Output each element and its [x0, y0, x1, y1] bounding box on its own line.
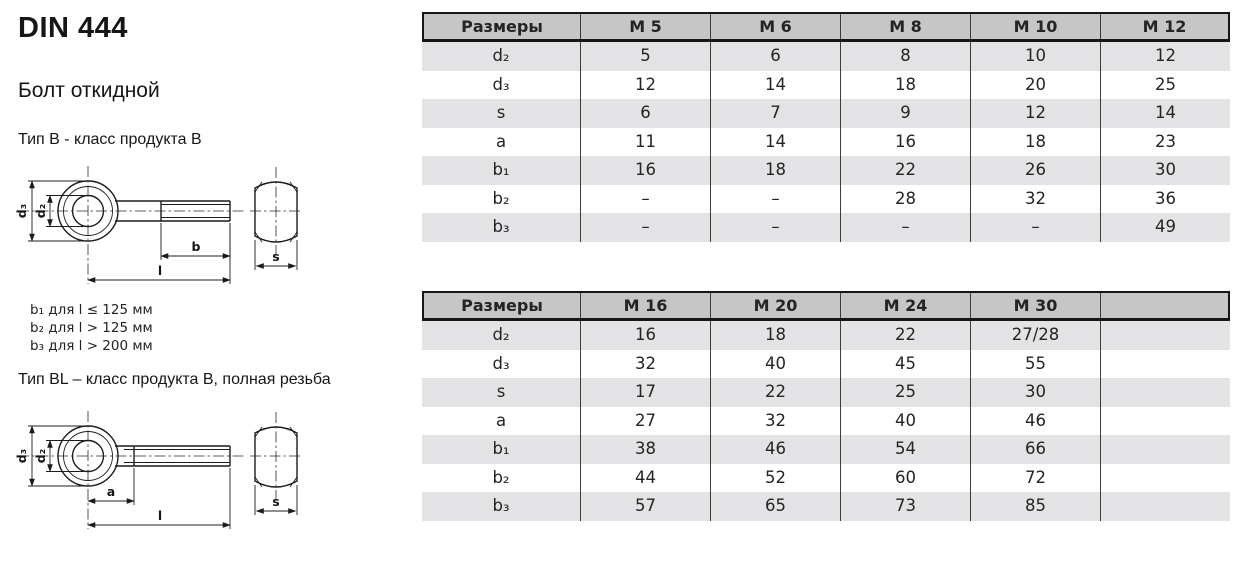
table-cell: 38 — [580, 435, 710, 464]
type-b-technical-drawing — [4, 154, 326, 296]
table-row — [422, 321, 1230, 350]
table-cell: 6 — [710, 42, 840, 71]
type-b-heading: Тип B - класс продукта B — [18, 131, 202, 148]
table-cell — [1100, 492, 1230, 521]
table-cell: 60 — [840, 464, 970, 493]
table-cell: 72 — [970, 464, 1100, 493]
table-row — [422, 99, 1230, 128]
table-cell — [1100, 407, 1230, 436]
row-label: b₃ — [492, 496, 510, 515]
page-subtitle: Болт откидной — [18, 79, 160, 102]
table-header-cell: M 16 — [580, 293, 710, 318]
table-row — [422, 185, 1230, 214]
dim-label-b: b — [191, 239, 201, 254]
note-b3: b₃ для l > 200 мм — [30, 338, 153, 354]
table-header-cell: M 24 — [840, 293, 970, 318]
table-cell: 49 — [1100, 213, 1230, 242]
table-cell: 45 — [840, 350, 970, 379]
table-row — [422, 435, 1230, 464]
table-cell: 54 — [840, 435, 970, 464]
table-row — [422, 42, 1230, 71]
table-cell: 18 — [840, 71, 970, 100]
table-cell: 32 — [580, 350, 710, 379]
row-label: a — [495, 410, 507, 430]
row-label: d₂ — [492, 325, 510, 344]
row-label: a — [495, 131, 507, 151]
table-cell: 7 — [710, 99, 840, 128]
table-cell: 18 — [710, 156, 840, 185]
table-header-cell: M 5 — [580, 14, 710, 39]
table-cell: 12 — [1100, 42, 1230, 71]
table-header-cell: M 6 — [710, 14, 840, 39]
row-label: b₁ — [492, 160, 510, 179]
dim-label-s: s — [272, 494, 280, 509]
table-cell: – — [580, 213, 710, 242]
page-title: DIN 444 — [18, 12, 128, 44]
table-cell: 30 — [1100, 156, 1230, 185]
dim-label-d2: d₂ — [33, 203, 48, 219]
table-cell: 16 — [580, 321, 710, 350]
table-cell: – — [710, 213, 840, 242]
table-row — [422, 464, 1230, 493]
dim-label-d3: d₃ — [14, 448, 29, 464]
row-label: d₃ — [492, 74, 510, 94]
table-header-row — [422, 12, 1230, 42]
dim-label-a: a — [106, 484, 116, 499]
table-cell: 9 — [840, 99, 970, 128]
table-row — [422, 128, 1230, 157]
table-header-cell: M 10 — [970, 14, 1100, 39]
table-cell: 14 — [1100, 99, 1230, 128]
table-row — [422, 156, 1230, 185]
row-label: d₃ — [492, 353, 510, 373]
table-cell: 40 — [710, 350, 840, 379]
table-cell — [1100, 350, 1230, 379]
table-cell: 8 — [840, 42, 970, 71]
row-label: b₁ — [492, 439, 510, 458]
table-cell: 18 — [970, 128, 1100, 157]
table-row — [422, 378, 1230, 407]
dim-label-l: l — [157, 508, 163, 523]
type-bl-heading: Тип BL – класс продукта B, полная резьба — [18, 371, 331, 388]
table-cell: 28 — [840, 185, 970, 214]
table-cell: 27/28 — [970, 321, 1100, 350]
dim-label-d2: d₂ — [33, 448, 48, 464]
table-cell: 32 — [970, 185, 1100, 214]
table-cell: 20 — [970, 71, 1100, 100]
table-cell: 65 — [710, 492, 840, 521]
dim-label-s: s — [272, 249, 280, 264]
row-label: s — [496, 103, 506, 122]
table-cell: – — [710, 185, 840, 214]
row-label: b₃ — [492, 217, 510, 236]
dim-label-l: l — [157, 263, 163, 278]
dimensions-table-m16-m30 — [422, 291, 1230, 521]
table-cell: 16 — [580, 156, 710, 185]
table-cell: 44 — [580, 464, 710, 493]
table-cell — [1100, 464, 1230, 493]
table-cell: 46 — [710, 435, 840, 464]
table-cell: 12 — [580, 71, 710, 100]
row-label: d₂ — [492, 46, 510, 65]
table-cell: 17 — [580, 378, 710, 407]
table-cell: 22 — [840, 321, 970, 350]
row-label: s — [496, 382, 506, 401]
note-b2: b₂ для l > 125 мм — [30, 320, 153, 336]
table-cell: 10 — [970, 42, 1100, 71]
table-cell: – — [580, 185, 710, 214]
table-cell: 32 — [710, 407, 840, 436]
table-cell: 46 — [970, 407, 1100, 436]
table-header-cell: Размеры — [461, 17, 543, 36]
table-cell: 40 — [840, 407, 970, 436]
table-row — [422, 213, 1230, 242]
table-cell: 73 — [840, 492, 970, 521]
table-cell: – — [840, 213, 970, 242]
table-cell: 5 — [580, 42, 710, 71]
table-cell: 52 — [710, 464, 840, 493]
table-cell: – — [970, 213, 1100, 242]
thread-length-notes — [30, 301, 153, 355]
table-row — [422, 492, 1230, 521]
table-cell: 26 — [970, 156, 1100, 185]
table-cell: 30 — [970, 378, 1100, 407]
table-cell: 55 — [970, 350, 1100, 379]
table-cell: 22 — [710, 378, 840, 407]
table-cell: 6 — [580, 99, 710, 128]
table-header-cell: M 12 — [1100, 14, 1228, 39]
table-row — [422, 71, 1230, 100]
table-cell — [1100, 378, 1230, 407]
note-b1: b₁ для l ≤ 125 мм — [30, 302, 153, 318]
table-cell: 25 — [840, 378, 970, 407]
table-cell: 23 — [1100, 128, 1230, 157]
table-cell: 27 — [580, 407, 710, 436]
table-cell: 57 — [580, 492, 710, 521]
table-cell: 12 — [970, 99, 1100, 128]
table-cell — [1100, 321, 1230, 350]
row-label: b₂ — [492, 467, 510, 487]
table-cell: 66 — [970, 435, 1100, 464]
table-header-cell: M 8 — [840, 14, 970, 39]
table-cell: 36 — [1100, 185, 1230, 214]
table-cell: 18 — [710, 321, 840, 350]
table-header-cell — [1100, 293, 1228, 318]
table-header-cell: M 30 — [970, 293, 1100, 318]
type-bl-technical-drawing — [4, 399, 326, 541]
table-row — [422, 350, 1230, 379]
table-cell: 22 — [840, 156, 970, 185]
table-header-cell: Размеры — [461, 296, 543, 315]
table-cell: 85 — [970, 492, 1100, 521]
table-cell — [1100, 435, 1230, 464]
table-cell: 25 — [1100, 71, 1230, 100]
table-cell: 16 — [840, 128, 970, 157]
dimensions-table-m5-m12 — [422, 12, 1230, 242]
table-cell: 14 — [710, 128, 840, 157]
table-cell: 11 — [580, 128, 710, 157]
table-cell: 14 — [710, 71, 840, 100]
row-label: b₂ — [492, 188, 510, 208]
dim-label-d3: d₃ — [14, 203, 29, 219]
table-row — [422, 407, 1230, 436]
table-header-row — [422, 291, 1230, 321]
table-header-cell: M 20 — [710, 293, 840, 318]
